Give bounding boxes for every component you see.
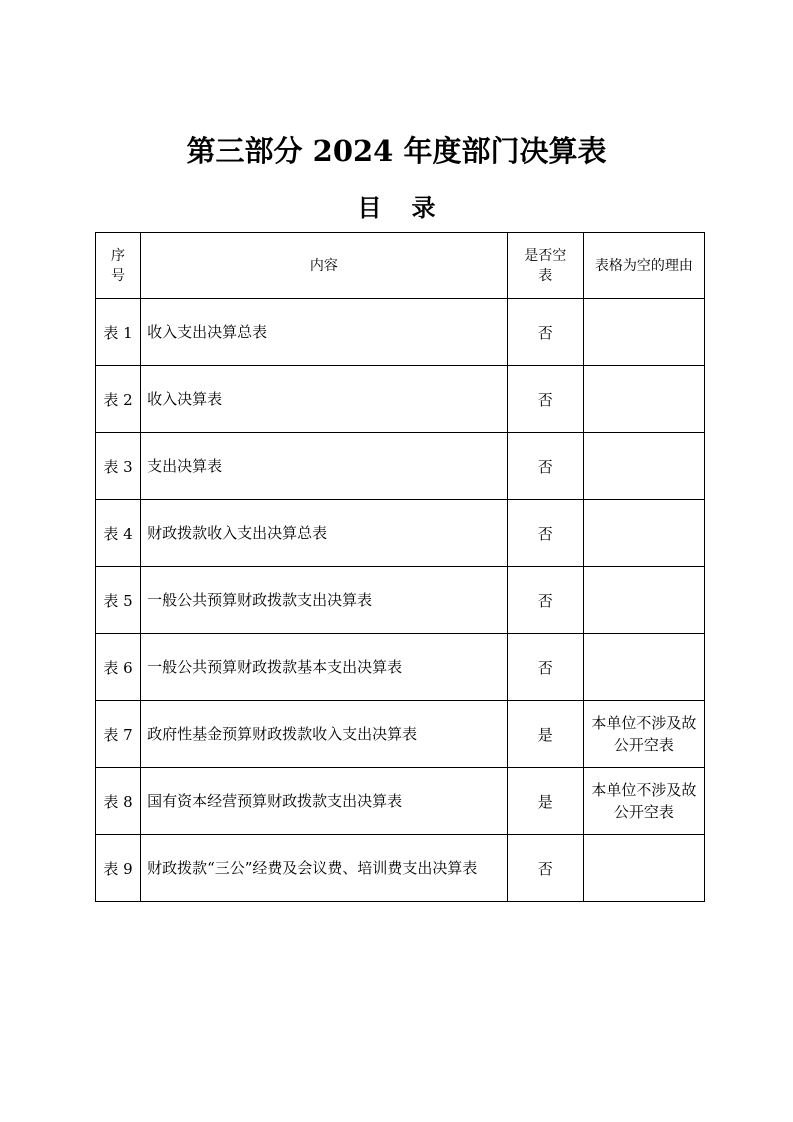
row-no: 表 2 <box>96 366 141 433</box>
row-empty: 否 <box>507 835 583 902</box>
toc-subtitle: 目录 <box>357 193 466 222</box>
row-reason <box>583 500 704 567</box>
row-content: 一般公共预算财政拨款基本支出决算表 <box>141 634 508 701</box>
row-content: 支出决算表 <box>141 433 508 500</box>
row-content: 财政拨款“三公”经费及会议费、培训费支出决算表 <box>141 835 508 902</box>
row-reason <box>583 567 704 634</box>
row-no: 表 3 <box>96 433 141 500</box>
table-row <box>96 366 705 433</box>
header-reason: 表格为空的理由 <box>583 233 704 299</box>
row-content: 国有资本经营预算财政拨款支出决算表 <box>141 768 508 835</box>
row-no: 表 1 <box>96 299 141 366</box>
row-empty: 否 <box>507 366 583 433</box>
header-no: 序号 <box>96 233 141 299</box>
row-empty: 否 <box>507 567 583 634</box>
page-title: 第三部分 2024 年度部门决算表 <box>186 134 607 168</box>
header-content: 内容 <box>141 233 508 299</box>
table-row <box>96 701 705 768</box>
table-row <box>96 500 705 567</box>
table-row <box>96 835 705 902</box>
row-content: 收入决算表 <box>141 366 508 433</box>
row-content: 收入支出决算总表 <box>141 299 508 366</box>
row-empty: 否 <box>507 500 583 567</box>
row-no: 表 8 <box>96 768 141 835</box>
row-empty: 否 <box>507 634 583 701</box>
table-row <box>96 433 705 500</box>
table-row <box>96 634 705 701</box>
row-reason <box>583 366 704 433</box>
row-reason: 本单位不涉及故公开空表 <box>583 768 704 835</box>
row-reason <box>583 299 704 366</box>
row-no: 表 9 <box>96 835 141 902</box>
row-empty: 是 <box>507 701 583 768</box>
row-reason <box>583 433 704 500</box>
row-content: 一般公共预算财政拨款支出决算表 <box>141 567 508 634</box>
row-no: 表 6 <box>96 634 141 701</box>
row-content: 政府性基金预算财政拨款收入支出决算表 <box>141 701 508 768</box>
row-no: 表 4 <box>96 500 141 567</box>
row-no: 表 5 <box>96 567 141 634</box>
header-empty: 是否空表 <box>507 233 583 299</box>
toc-table <box>95 232 705 902</box>
row-reason <box>583 835 704 902</box>
row-reason: 本单位不涉及故公开空表 <box>583 701 704 768</box>
table-row <box>96 768 705 835</box>
row-empty: 否 <box>507 299 583 366</box>
table-row <box>96 299 705 366</box>
table-header-row <box>96 233 705 299</box>
row-no: 表 7 <box>96 701 141 768</box>
row-reason <box>583 634 704 701</box>
row-empty: 否 <box>507 433 583 500</box>
row-empty: 是 <box>507 768 583 835</box>
table-row <box>96 567 705 634</box>
row-content: 财政拨款收入支出决算总表 <box>141 500 508 567</box>
